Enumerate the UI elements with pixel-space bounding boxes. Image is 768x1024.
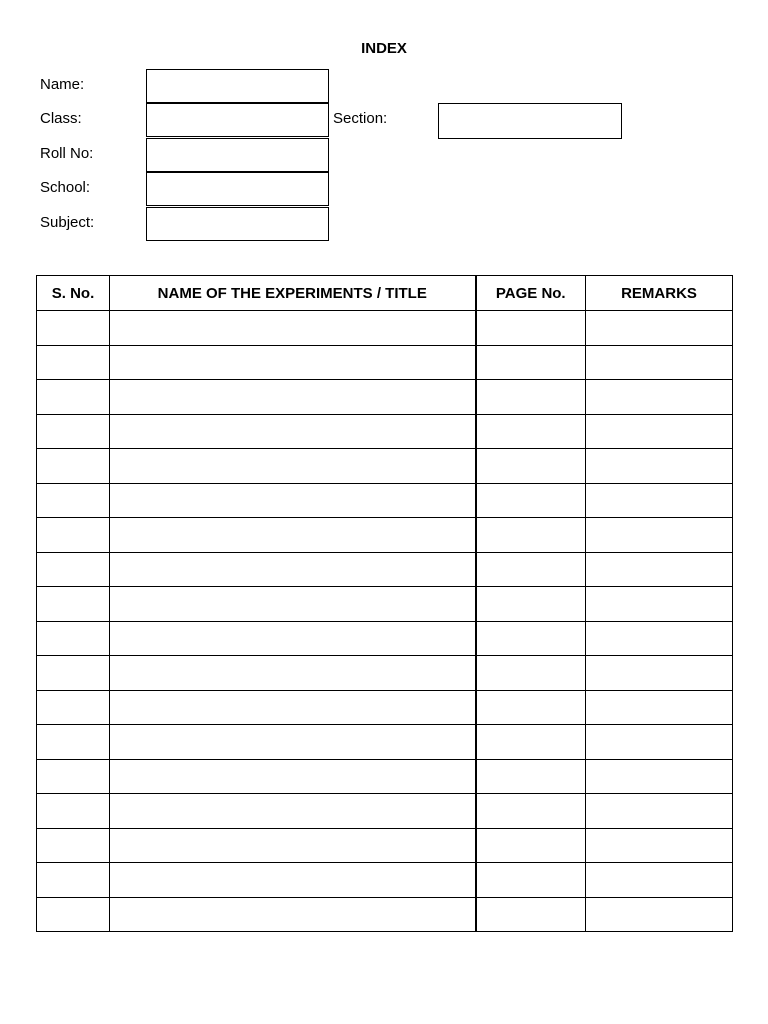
serial-number-cell[interactable] [37, 656, 110, 691]
experiment-title-cell[interactable] [110, 828, 476, 863]
remarks-cell[interactable] [586, 518, 733, 553]
remarks-cell[interactable] [586, 690, 733, 725]
page-number-cell[interactable] [476, 345, 586, 380]
school-label: School: [40, 179, 91, 196]
remarks-cell[interactable] [586, 311, 733, 346]
experiment-title-cell[interactable] [110, 759, 476, 794]
serial-number-cell[interactable] [37, 725, 110, 760]
serial-number-cell[interactable] [37, 690, 110, 725]
table-row [37, 345, 733, 380]
serial-number-cell[interactable] [37, 863, 110, 898]
page-number-cell[interactable] [476, 656, 586, 691]
experiment-title-cell[interactable] [110, 690, 476, 725]
table-row [37, 759, 733, 794]
experiment-title-cell[interactable] [110, 725, 476, 760]
page-number-cell[interactable] [476, 828, 586, 863]
page-number-cell[interactable] [476, 759, 586, 794]
experiment-title-cell[interactable] [110, 552, 476, 587]
page-title: INDEX [361, 40, 407, 57]
serial-number-cell[interactable] [37, 759, 110, 794]
page-number-cell[interactable] [476, 897, 586, 932]
remarks-cell[interactable] [586, 552, 733, 587]
experiment-title-cell[interactable] [110, 483, 476, 518]
experiment-title-cell[interactable] [110, 345, 476, 380]
serial-number-cell[interactable] [37, 621, 110, 656]
school-field[interactable] [146, 172, 329, 206]
page-number-cell[interactable] [476, 552, 586, 587]
remarks-cell[interactable] [586, 863, 733, 898]
page-number-cell[interactable] [476, 311, 586, 346]
page-number-cell[interactable] [476, 587, 586, 622]
page-number-cell[interactable] [476, 449, 586, 484]
remarks-cell[interactable] [586, 414, 733, 449]
table-row [37, 897, 733, 932]
class-field[interactable] [146, 103, 329, 137]
serial-number-cell[interactable] [37, 449, 110, 484]
serial-number-cell[interactable] [37, 414, 110, 449]
page-number-cell[interactable] [476, 483, 586, 518]
experiment-title-header: NAME OF THE EXPERIMENTS / TITLE [110, 276, 476, 311]
serial-number-cell[interactable] [37, 794, 110, 829]
page-number-cell[interactable] [476, 518, 586, 553]
page-number-cell[interactable] [476, 725, 586, 760]
serial-number-cell[interactable] [37, 345, 110, 380]
class-label: Class: [40, 110, 82, 127]
table-row [37, 621, 733, 656]
experiment-title-cell[interactable] [110, 794, 476, 829]
table-row [37, 587, 733, 622]
table-row [37, 552, 733, 587]
table-row [37, 380, 733, 415]
page-number-header: PAGE No. [476, 276, 586, 311]
serial-number-cell[interactable] [37, 587, 110, 622]
remarks-cell[interactable] [586, 897, 733, 932]
page-number-cell[interactable] [476, 414, 586, 449]
table-row [37, 828, 733, 863]
table-row [37, 518, 733, 553]
page-number-cell[interactable] [476, 690, 586, 725]
remarks-cell[interactable] [586, 725, 733, 760]
page-number-cell[interactable] [476, 380, 586, 415]
table-row [37, 414, 733, 449]
remarks-cell[interactable] [586, 587, 733, 622]
remarks-cell[interactable] [586, 621, 733, 656]
experiment-title-cell[interactable] [110, 380, 476, 415]
remarks-cell[interactable] [586, 449, 733, 484]
serial-number-cell[interactable] [37, 483, 110, 518]
index-table [36, 275, 733, 932]
table-row [37, 449, 733, 484]
table-row [37, 656, 733, 691]
table-row [37, 311, 733, 346]
page-number-cell[interactable] [476, 794, 586, 829]
serial-number-cell[interactable] [37, 380, 110, 415]
serial-number-cell[interactable] [37, 311, 110, 346]
serial-number-cell[interactable] [37, 518, 110, 553]
remarks-cell[interactable] [586, 656, 733, 691]
remarks-header: REMARKS [586, 276, 733, 311]
remarks-cell[interactable] [586, 794, 733, 829]
remarks-cell[interactable] [586, 483, 733, 518]
serial-number-cell[interactable] [37, 552, 110, 587]
remarks-cell[interactable] [586, 828, 733, 863]
remarks-cell[interactable] [586, 345, 733, 380]
name-label: Name: [40, 76, 85, 93]
serial-number-cell[interactable] [37, 828, 110, 863]
section-field[interactable] [438, 103, 622, 139]
serial-number-header: S. No. [37, 276, 110, 311]
remarks-cell[interactable] [586, 380, 733, 415]
roll-no-label: Roll No: [40, 145, 94, 162]
section-label: Section: [333, 110, 388, 127]
table-row [37, 483, 733, 518]
experiment-title-cell[interactable] [110, 449, 476, 484]
experiment-title-cell[interactable] [110, 656, 476, 691]
table-row [37, 690, 733, 725]
experiment-title-cell[interactable] [110, 587, 476, 622]
table-row [37, 794, 733, 829]
table-body [37, 311, 733, 932]
serial-number-cell[interactable] [37, 897, 110, 932]
subject-label: Subject: [40, 214, 95, 231]
experiment-title-cell[interactable] [110, 621, 476, 656]
experiment-title-cell[interactable] [110, 311, 476, 346]
page-number-cell[interactable] [476, 621, 586, 656]
name-field[interactable] [146, 69, 329, 103]
table-row [37, 725, 733, 760]
subject-field[interactable] [146, 207, 329, 241]
table-header-row [37, 276, 733, 311]
experiment-title-cell[interactable] [110, 863, 476, 898]
remarks-cell[interactable] [586, 759, 733, 794]
experiment-title-cell[interactable] [110, 897, 476, 932]
roll-no-field[interactable] [146, 138, 329, 172]
table-row [37, 863, 733, 898]
page-number-cell[interactable] [476, 863, 586, 898]
experiment-title-cell[interactable] [110, 414, 476, 449]
experiment-title-cell[interactable] [110, 518, 476, 553]
